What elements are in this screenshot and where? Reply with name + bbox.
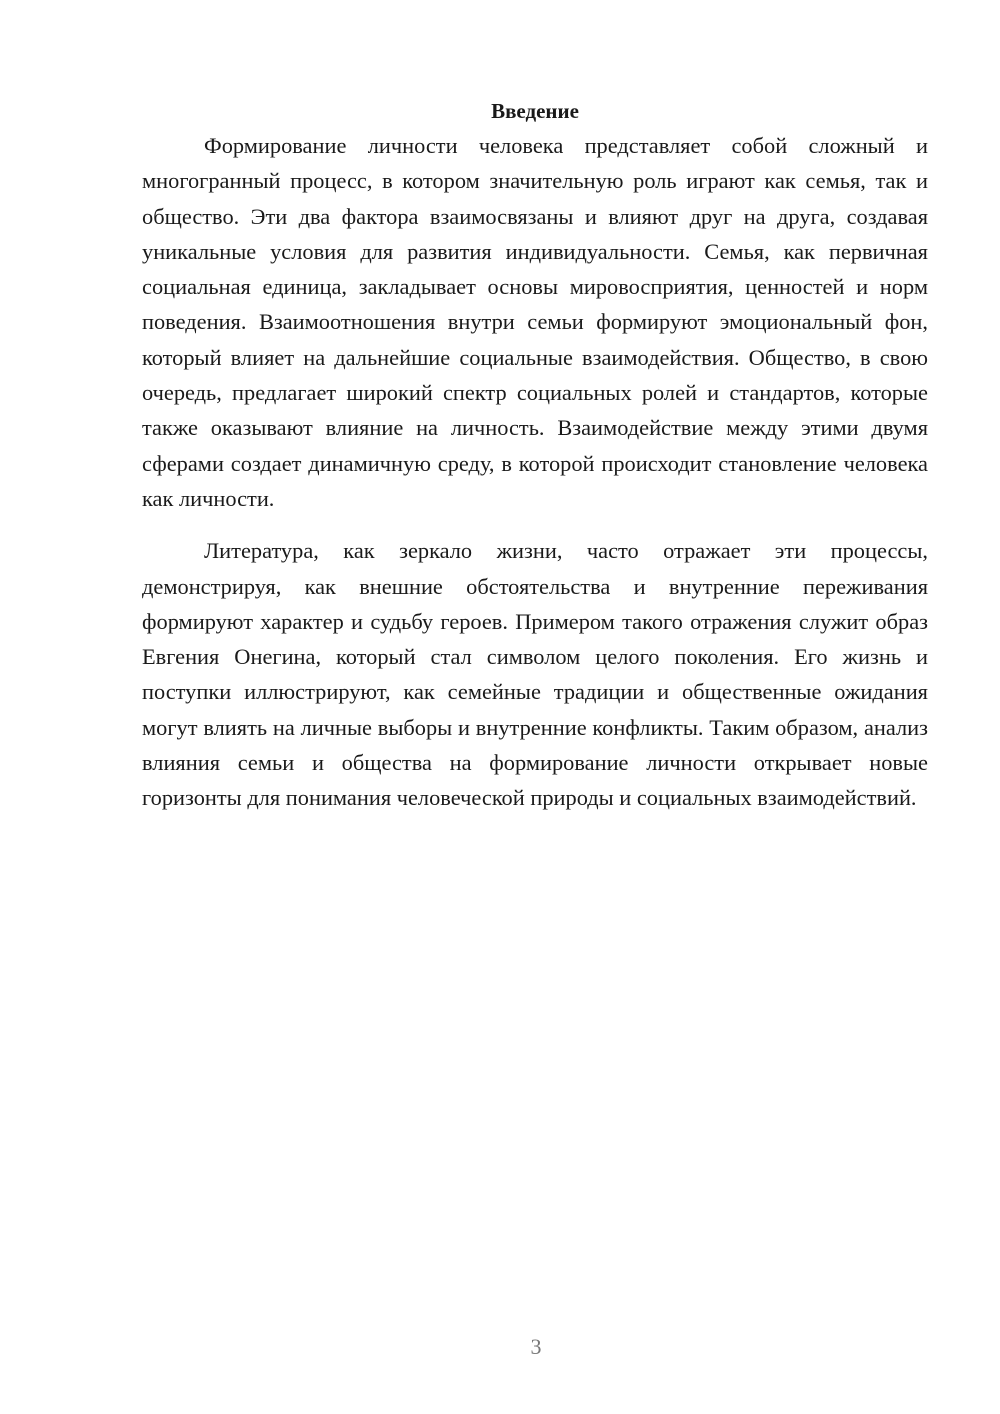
- section-heading: Введение: [491, 99, 579, 123]
- paragraph-1: Формирование личности человека представляет собой сложный и многогранный процесс, в котором значительную роль играют как семья, так и общество. Эти два фактора взаимосвязаны и влияют друг на друга, создавая уникальные условия для развития индивидуальности. Семья, как первичная социальная единица, закладывает основы мировосприятия, ценностей и норм поведения. Взаимоотношения внутри семьи формируют эмоциональный фон, который влияет на дальнейшие социальные взаимодействия. Общество, в свою очередь, предлагает широкий спектр социальных ролей и стандартов, которые также оказывают влияние на личность. Взаимодействие между этими двумя сферами создает динамичную среду, в которой происходит становление человека как личности.: [142, 133, 928, 511]
- paragraph-2: Литература, как зеркало жизни, часто отражает эти процессы, демонстрируя, как внешние обстоятельства и внутренние переживания формируют характер и судьбу героев. Примером такого отражения служит образ Евгения Онегина, который стал символом целого поколения. Его жизнь и поступки иллюстрируют, как семейные традиции и общественные ожидания могут влиять на личные выборы и внутренние конфликты. Таким образом, анализ влияния семьи и общества на формирование личности открывает новые горизонты для понимания человеческой природы и социальных взаимодействий.: [142, 538, 928, 811]
- page-content: [142, 95, 928, 816]
- page-number: 3: [530, 1334, 542, 1359]
